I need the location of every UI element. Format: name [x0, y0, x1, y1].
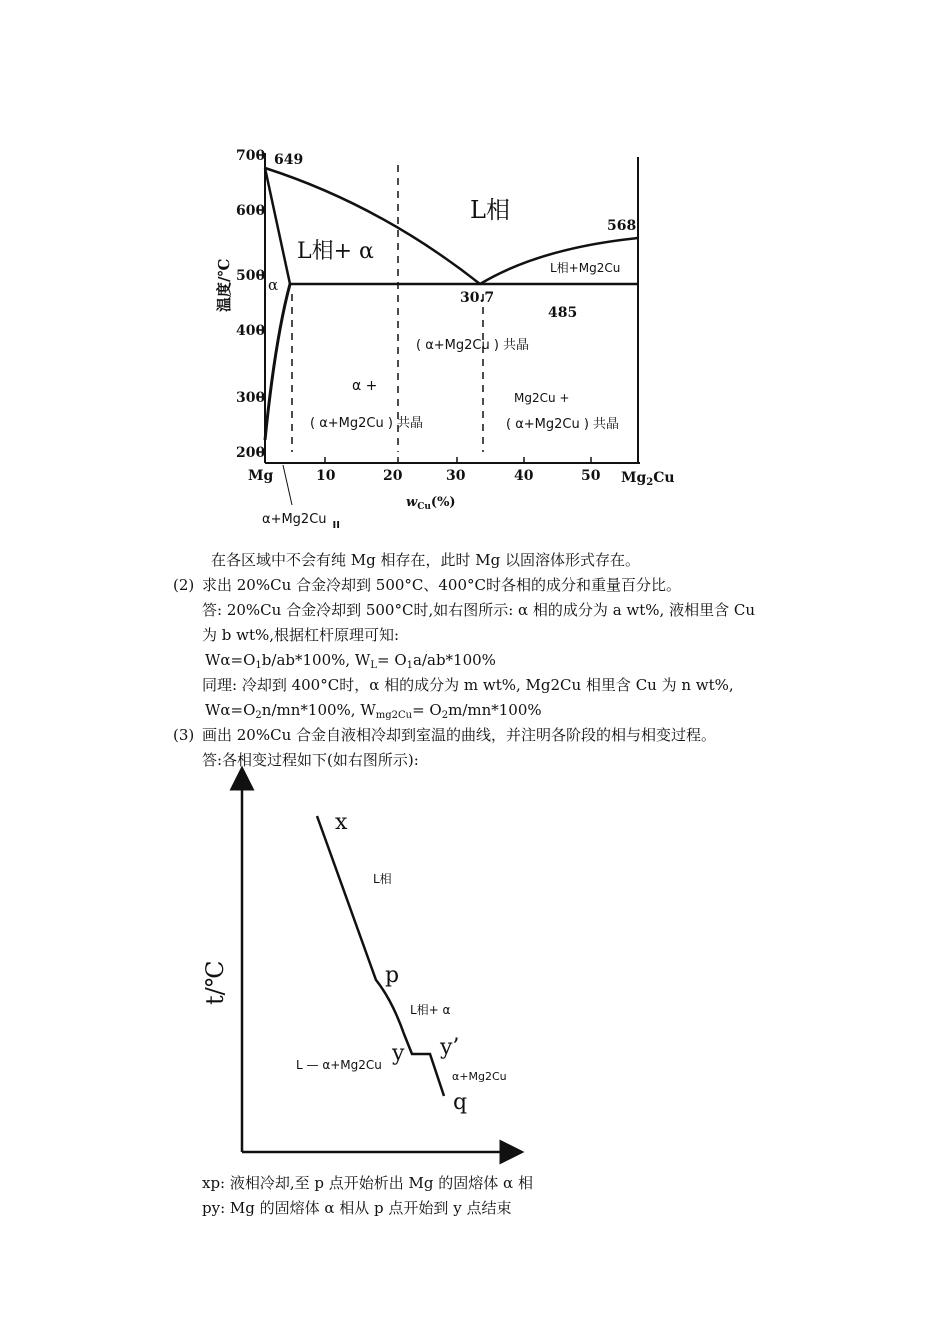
question-2: 求出 20%Cu 合金冷却到 500°C、400°C时各相的成分和重量百分比。 [202, 576, 681, 594]
explanation-py: py: Mg 的固熔体 α 相从 p 点开始到 y 点结束 [202, 1199, 512, 1217]
point-y-label: y [392, 1041, 405, 1066]
y-tick-label: 600 [236, 203, 266, 219]
temp-485-label: 485 [548, 305, 578, 321]
y-tick-label: 700 [236, 148, 266, 164]
x-tick-label: 20 [383, 468, 403, 484]
region-mg2cu-plus-label: Mg2Cu + [514, 391, 570, 405]
x-tick-label: 30 [446, 468, 466, 484]
reaction-label: L — α+Mg2Cu [296, 1058, 382, 1072]
cooling-y-axis-label: t/℃ [201, 960, 229, 1005]
formula-2: $W\alpha=O_2n/mn*100\%$, $W_{mg2Cu}= O_2m/mn*100\%$ [205, 701, 542, 721]
phase-L-alpha-label: L相+ α [410, 1003, 451, 1017]
y-tick-label: 400 [236, 323, 266, 339]
alpha-solvus-upper [265, 168, 290, 284]
y-tick-label: 500 [236, 268, 266, 284]
y-tick-label: 300 [236, 390, 266, 406]
liquidus-left [265, 168, 480, 284]
point-y-prime-label: y’ [440, 1035, 460, 1060]
temp-568-label: 568 [607, 218, 637, 234]
region-alpha-label: α [268, 276, 279, 294]
paragraph-line1: 在各区域中不会有纯 Mg 相存在，此时 Mg 以固溶体形式存在。 [211, 551, 640, 569]
explanation-xp: xp: 液相冷却,至 p 点开始析出 Mg 的固熔体 α 相 [202, 1174, 533, 1192]
comp-30-7-label: 30.7 [460, 290, 495, 306]
temp-649-label: 649 [274, 152, 304, 168]
cooling-curve-diagram [0, 760, 950, 1170]
bottom-alpha-mg2cu-label: α+Mg2Cu $_{II}$ [262, 512, 340, 531]
point-x-label: x [335, 810, 348, 835]
region-alpha-plus-label: α + [352, 378, 378, 394]
y-tick-label: 200 [236, 445, 266, 461]
region-alpha-eutectic-label: ( α+Mg2Cu ) 共晶 [310, 416, 424, 431]
region-L-alpha-label: L相+ α [297, 239, 374, 264]
phase-y-axis-label: 温度/℃ [215, 258, 233, 312]
x-tick-label: Mg [248, 468, 274, 484]
x-tick-label: 10 [316, 468, 336, 484]
phase-alpha-mg2cu-label: α+Mg2Cu [452, 1070, 507, 1083]
answer-2-line3: 同理: 冷却到 400°C时，α 相的成分为 m wt%, Mg2Cu 相里含 Cu 为 n wt%, [202, 676, 734, 694]
cooling-curve [317, 816, 444, 1096]
x-end-label: $Mg_2Cu$ [621, 470, 675, 488]
question-2-number: (2) [173, 576, 195, 594]
x-tick-label: 40 [514, 468, 534, 484]
phase-diagram [0, 0, 950, 545]
answer-2-line2: 为 b wt%,根据杠杆原理可知: [202, 626, 400, 644]
region-eutectic-label: ( α+Mg2Cu ) 共晶 [416, 338, 530, 353]
solvus-to-bottom [283, 465, 292, 505]
region-L-label: L相 [470, 196, 510, 224]
question-3-number: (3) [173, 726, 195, 744]
phase-L-label: L相 [373, 872, 392, 886]
phase-x-axis-label: $w_{Cu}(\%)$ [406, 495, 456, 512]
x-tick-label: 50 [581, 468, 601, 484]
question-3: 画出 20%Cu 合金自液相冷却到室温的曲线，并注明各阶段的相与相变过程。 [202, 726, 717, 744]
point-p-label: p [385, 963, 400, 988]
point-q-label: q [453, 1090, 468, 1115]
region-mg2cu-eutectic-label: ( α+Mg2Cu ) 共晶 [506, 417, 620, 432]
region-L-mg2cu-label: L相+Mg2Cu [550, 261, 621, 275]
alpha-solidus [265, 284, 290, 440]
answer-3: 答:各相变过程如下(如右图所示): [202, 751, 419, 769]
formula-1: $W\alpha=O_1b/ab*100\%$, $W_L= O_1a/ab*100\%$ [205, 651, 496, 671]
answer-2-line1: 答: 20%Cu 合金冷却到 500°C时,如右图所示: α 相的成分为 a wt%, 液相里含 Cu [202, 601, 755, 619]
